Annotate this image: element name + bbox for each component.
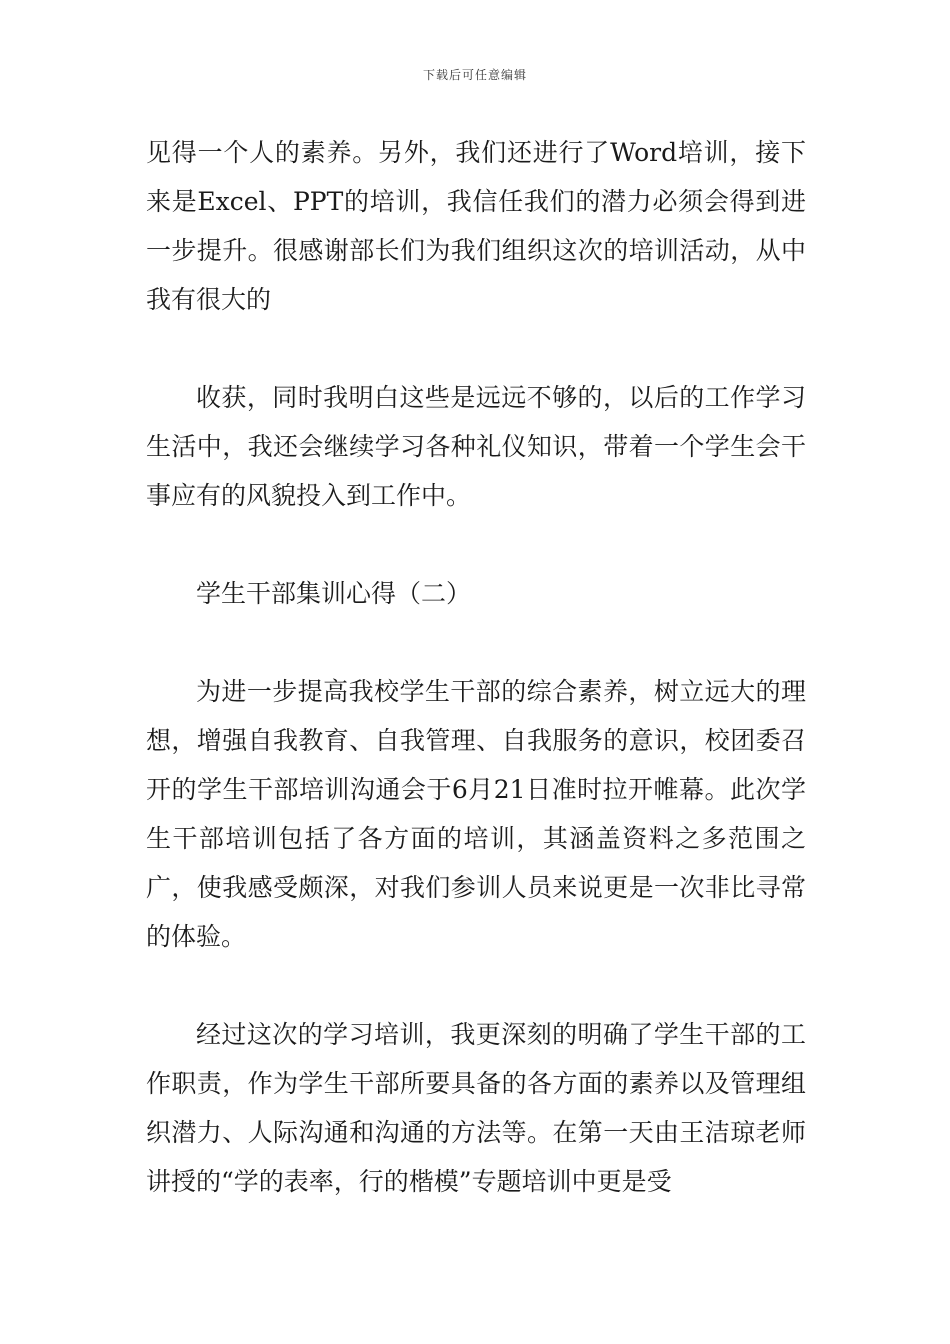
paragraph-gap <box>146 961 806 1010</box>
paragraph-4: 经过这次的学习培训，我更深刻的明确了学生干部的工作职责，作为学生干部所要具备的各方面的素养以及管理组织潜力、人际沟通和沟通的方法等。在第一天由王洁琼老师讲授的“学的表率，行的楷模”专题培训中更是受 <box>146 1020 806 1196</box>
document-body <box>146 128 806 1206</box>
paragraph-3: 为进一步提高我校学生干部的综合素养，树立远大的理想，增强自我教育、自我管理、自我服务的意识，校团委召开的学生干部培训沟通会于6月21日准时拉开帷幕。此次学生干部培训包括了各方面的培训，其涵盖资料之多范围之广，使我感受颇深，对我们参训人员来说更是一次非比寻常的体验。 <box>146 677 806 951</box>
paragraph-gap <box>146 520 806 569</box>
paragraph-1: 见得一个人的素养。另外，我们还进行了Word培训，接下来是Excel、PPT的培训，我信任我们的潜力必须会得到进一步提升。很感谢部长们为我们组织这次的培训活动，从中我有很大的 <box>146 138 806 314</box>
paragraph-gap <box>146 618 806 667</box>
paragraph-gap <box>146 324 806 373</box>
paragraph-2: 收获，同时我明白这些是远远不够的，以后的工作学习生活中，我还会继续学习各种礼仪知识，带着一个学生会干事应有的风貌投入到工作中。 <box>146 383 806 510</box>
header-note: 下载后可任意编辑 <box>422 68 527 82</box>
section-heading: 学生干部集训心得（二） <box>196 579 472 608</box>
